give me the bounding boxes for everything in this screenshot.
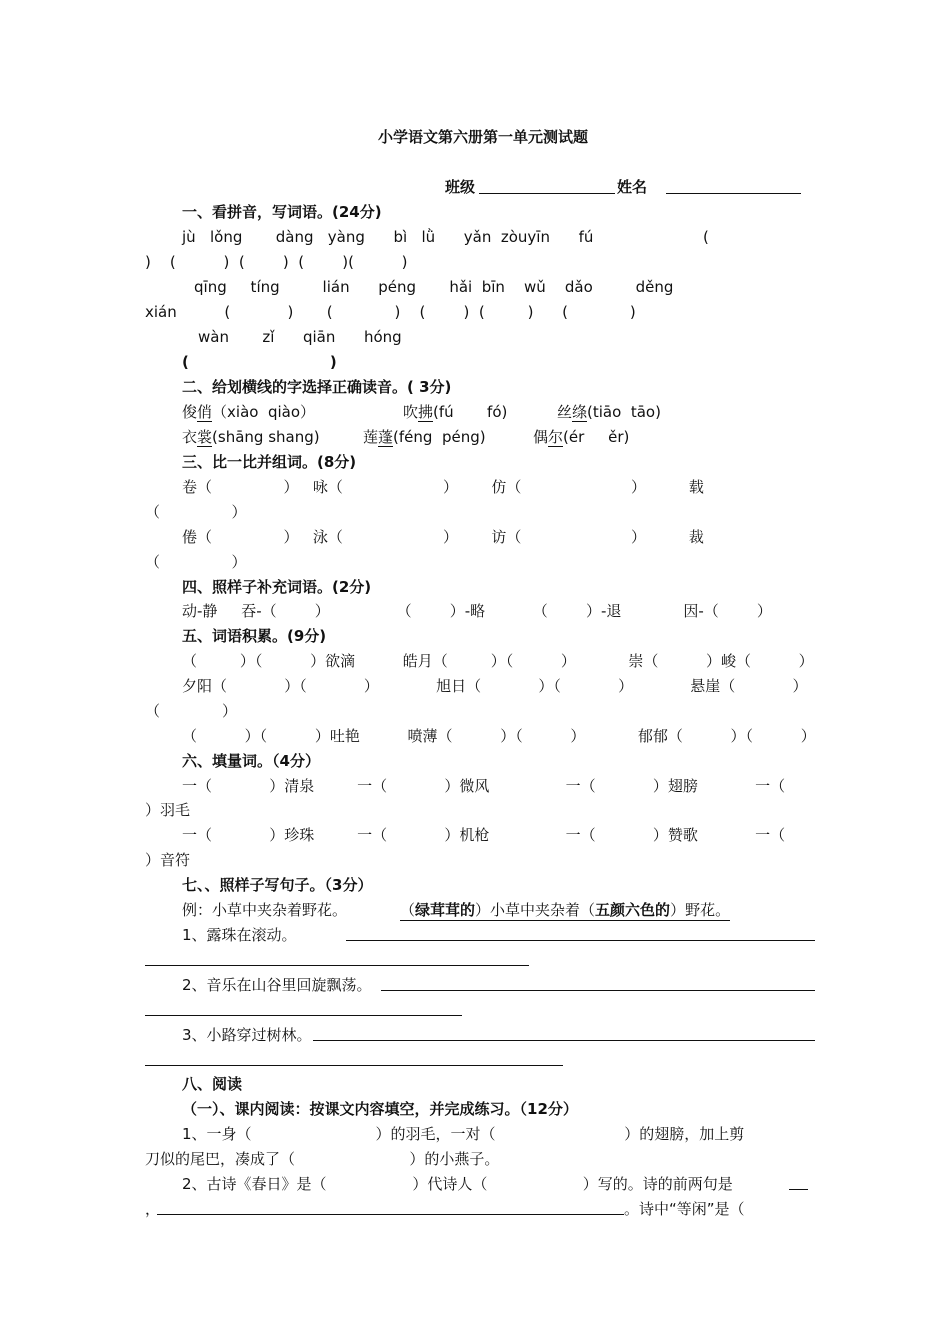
measure-row-1[interactable]: 一（ ）清泉 一（ ）微风 一（ ）翅膀 一（	[182, 777, 786, 795]
name-field[interactable]	[666, 193, 801, 194]
item-options[interactable]: (féng péng)	[393, 428, 486, 446]
compare-row-2-cont[interactable]: （ ）	[145, 553, 247, 571]
reading-item-4	[182, 427, 320, 447]
measure-row-2[interactable]: 一（ ）珍珠 一（ ）机枪 一（ ）赞歌 一（	[182, 826, 786, 844]
reading-item-5	[363, 427, 486, 447]
reading-item-6	[533, 427, 629, 447]
sentence-question-3: 3、小路穿过树林。	[182, 1026, 312, 1044]
answer-line[interactable]	[381, 990, 815, 991]
section-7-heading: 七、、照样子写句子。（3分）	[182, 876, 373, 894]
item-options[interactable]: (tiāo tāo)	[587, 403, 661, 421]
reading-item-2	[403, 402, 507, 422]
pinyin-row-1: jù lǒng dàng yàng bì lǜ yǎn zòuyīn fú (	[182, 228, 709, 246]
item-underlined-char: 拂	[418, 403, 434, 421]
reading-item-3	[557, 402, 661, 422]
section-1-heading: 一、看拼音，写词语。(24分)	[182, 203, 382, 221]
idiom-row-3[interactable]: （ ）（ ）吐艳 喷薄（ ）（ ） 郁郁（ ）（ ）	[182, 727, 816, 745]
section-3-heading: 三、比一比并组词。(8分)	[182, 453, 357, 471]
item-options[interactable]: (ér ěr)	[563, 428, 630, 446]
item-char: 丝	[557, 403, 573, 421]
class-label: 班级	[445, 178, 476, 196]
antonym-row[interactable]: 动-静 吞-（ ） （ ）-略 （ ）-退 因-（ ）	[182, 602, 772, 620]
pinyin-row-2-cont[interactable]: xián ( ) ( ) ( ) ( ) ( )	[145, 303, 636, 321]
item-char: 莲	[363, 428, 379, 446]
example-bold: 五颜六色的	[595, 901, 671, 919]
reading-question-1-cont[interactable]: 刀似的尾巴，凑成了（ ）的小燕子。	[145, 1150, 500, 1168]
sentence-question-1: 1、露珠在滚动。	[182, 926, 297, 944]
measure-row-2-cont: ）音符	[145, 851, 191, 869]
page-title: 小学语文第六册第一单元测试题	[378, 128, 589, 146]
answer-line[interactable]	[789, 1189, 808, 1190]
reading-subheading: （一）、课内阅读：按课文内容填空，并完成练习。（12分）	[182, 1100, 578, 1118]
pinyin-row-2: qīng tíng lián péng hǎi bīn wǔ dǎo děng	[194, 278, 674, 296]
section-8-heading: 八、阅读	[182, 1075, 243, 1093]
item-char: 俊	[182, 403, 198, 421]
pinyin-row-3-answer[interactable]: ( )	[182, 353, 337, 371]
example-label: 例：小草中夹杂着野花。	[182, 901, 348, 919]
item-underlined-char: 裳	[197, 428, 213, 446]
reading-question-1[interactable]: 1、一身（ ）的羽毛，一对（ ）的翅膀，加上剪	[182, 1125, 745, 1143]
answer-line[interactable]	[346, 940, 815, 941]
class-field[interactable]	[479, 193, 615, 194]
compare-row-1[interactable]: 卷（ ） 咏（ ） 仿（ ） 载	[182, 478, 704, 496]
example-bold: 绿茸茸的	[415, 901, 476, 919]
pinyin-row-1-cont[interactable]: ) ( ) ( ) ( )( )	[145, 253, 408, 271]
item-options[interactable]: (fú fó)	[433, 403, 508, 421]
item-options[interactable]: （xiào qiào）	[212, 403, 316, 421]
section-5-heading: 五、词语积累。(9分)	[182, 627, 327, 645]
item-char: 偶	[533, 428, 549, 446]
item-underlined-char: 俏	[197, 403, 213, 421]
item-underlined-char: 尔	[548, 428, 564, 446]
answer-line[interactable]	[313, 1040, 815, 1041]
example-sentence	[400, 900, 730, 921]
pinyin-row-3: wàn zǐ qiān hóng	[198, 328, 402, 346]
name-label: 姓名	[617, 178, 648, 196]
answer-line[interactable]	[145, 1015, 462, 1016]
reading-question-2-comma: ，	[145, 1200, 161, 1218]
item-underlined-char: 绦	[572, 403, 588, 421]
reading-question-2[interactable]: 2、古诗《春日》是（ ）代诗人（ ）写的。诗的前两句是	[182, 1175, 733, 1193]
idiom-row-2-cont[interactable]: （ ）	[145, 702, 237, 720]
example-text: ）野花。	[670, 901, 731, 919]
example-text: ）小草中夹杂着（	[475, 901, 596, 919]
reading-item-1	[182, 402, 315, 422]
answer-line[interactable]	[157, 1214, 624, 1215]
measure-row-1-cont: ）羽毛	[145, 801, 191, 819]
item-char: 衣	[182, 428, 198, 446]
example-text: （	[400, 901, 416, 919]
section-4-heading: 四、照样子补充词语。(2分)	[182, 578, 372, 596]
answer-line[interactable]	[145, 1065, 563, 1066]
item-underlined-char: 蓬	[378, 428, 394, 446]
item-options[interactable]: (shāng shang)	[212, 428, 320, 446]
idiom-row-1[interactable]: （ ）（ ）欲滴 皓月（ ）（ ） 崇（ ）峻（ ）	[182, 652, 814, 670]
reading-question-2-cont[interactable]: 。诗中“等闲”是（	[624, 1200, 745, 1218]
answer-line[interactable]	[145, 965, 529, 966]
idiom-row-2[interactable]: 夕阳（ ）（ ） 旭日（ ）（ ） 悬崖（ ）	[182, 677, 808, 695]
compare-row-2[interactable]: 倦（ ） 泳（ ） 访（ ） 裁	[182, 528, 704, 546]
sentence-question-2: 2、音乐在山谷里回旋飘荡。	[182, 976, 372, 994]
item-char: 吹	[403, 403, 419, 421]
section-2-heading: 二、给划横线的字选择正确读音。( 3分)	[182, 378, 452, 396]
section-6-heading: 六、填量词。（4分）	[182, 752, 320, 770]
compare-row-1-cont[interactable]: （ ）	[145, 503, 247, 521]
